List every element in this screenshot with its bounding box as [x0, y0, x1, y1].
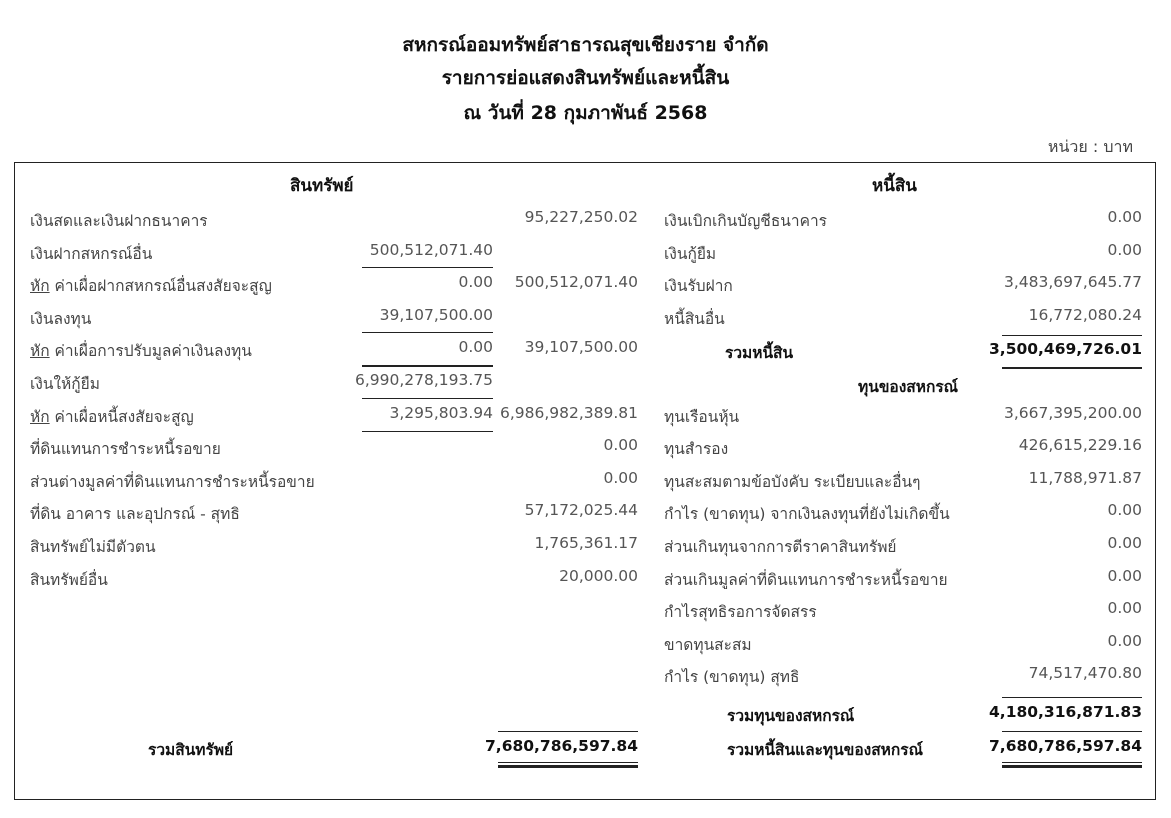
asset-sub-value: 6,990,278,193.75 — [354, 371, 493, 389]
asset-row-label: ส่วนต่างมูลค่าที่ดินแทนการชำระหนี้รอขาย — [30, 473, 315, 491]
equity-row-label: ขาดทุนสะสม — [664, 636, 752, 654]
equity-row-label: ส่วนเกินมูลค่าที่ดินแทนการชำระหนี้รอขาย — [664, 571, 948, 589]
asset-sub-value: 39,107,500.00 — [379, 306, 493, 324]
equity-row-value: 426,615,229.16 — [1018, 436, 1142, 454]
asset-total-value: 6,986,982,389.81 — [499, 404, 638, 422]
unit-label: หน่วย : บาท — [1047, 137, 1133, 156]
deduct-label: ค่าเผื่อการปรับมูลค่าเงินลงทุน — [49, 342, 252, 360]
organization-name: สหกรณ์ออมทรัพย์สาธารณสุขเชียงราย จำกัด — [402, 34, 769, 56]
liability-row-label: หนี้สินอื่น — [664, 310, 725, 328]
liability-row-value: 3,483,697,645.77 — [1003, 273, 1142, 291]
equity-row-value: 0.00 — [1107, 534, 1142, 552]
asset-row-label — [30, 404, 194, 429]
equity-row-label: ทุนสะสมตามข้อบังคับ ระเบียบและอื่นๆ — [664, 473, 921, 491]
equity-row-value: 0.00 — [1107, 567, 1142, 585]
equity-heading: ทุนของสหกรณ์ — [858, 378, 959, 396]
liabilities-sum-rule — [1002, 335, 1142, 336]
sub-top-rule — [362, 267, 493, 268]
asset-row-label: เงินฝากสหกรณ์อื่น — [30, 245, 153, 263]
equity-row-label: กำไร (ขาดทุน) จากเงินลงทุนที่ยังไม่เกิดขึ้น — [664, 505, 950, 523]
equity-row-value: 74,517,470.80 — [1028, 664, 1142, 682]
equity-row-value: 0.00 — [1107, 501, 1142, 519]
sub-top-rule — [362, 332, 493, 333]
liabilities-total-rule — [1002, 367, 1142, 369]
asset-row-label: ที่ดิน อาคาร และอุปกรณ์ - สุทธิ — [30, 505, 240, 523]
equity-row-label: ทุนเรือนหุ้น — [664, 408, 740, 426]
asset-row-label — [30, 338, 252, 363]
loan-sub-rule — [362, 365, 493, 367]
asset-sub-value: 0.00 — [458, 273, 493, 291]
asset-row-label: เงินลงทุน — [30, 310, 92, 328]
equity-row-label: ทุนสำรอง — [664, 440, 729, 458]
asset-total-value: 57,172,025.44 — [524, 501, 638, 519]
asset-row-label: สินทรัพย์อื่น — [30, 571, 108, 589]
asset-total-value: 0.00 — [603, 436, 638, 454]
equity-row-value: 0.00 — [1107, 632, 1142, 650]
asset-sub-value: 0.00 — [458, 338, 493, 356]
total-assets-double-rule — [498, 762, 638, 768]
asset-row-label: ที่ดินแทนการชำระหนี้รอขาย — [30, 440, 221, 458]
asset-row-label: สินทรัพย์ไม่มีตัวตน — [30, 538, 156, 556]
asset-row-label — [30, 273, 272, 298]
liability-row-value: 16,772,080.24 — [1028, 306, 1142, 324]
equity-row-label: กำไร (ขาดทุน) สุทธิ — [664, 668, 800, 686]
equity-row-label: ส่วนเกินทุนจากการตีราคาสินทรัพย์ — [664, 538, 897, 556]
asset-total-value: 1,765,361.17 — [534, 534, 638, 552]
deduct-label: ค่าเผื่อหนี้สงสัยจะสูญ — [49, 408, 194, 426]
report-title: รายการย่อแสดงสินทรัพย์และหนี้สิน — [441, 67, 730, 89]
total-liabilities-value: 3,500,469,726.01 — [989, 340, 1142, 358]
liability-row-label: เงินกู้ยืม — [664, 245, 717, 263]
total-assets-top-rule — [498, 731, 638, 732]
equity-sum-rule — [1002, 697, 1142, 698]
asset-total-value: 39,107,500.00 — [524, 338, 638, 356]
deduct-prefix: หัก — [30, 408, 50, 426]
asset-sub-value: 500,512,071.40 — [369, 241, 493, 259]
asset-total-value: 0.00 — [603, 469, 638, 487]
total-equity-value: 4,180,316,871.83 — [989, 703, 1142, 721]
equity-row-value: 3,667,395,200.00 — [1003, 404, 1142, 422]
grand-total-label: รวมหนี้สินและทุนของสหกรณ์ — [727, 741, 923, 759]
deduct-prefix: หัก — [30, 342, 50, 360]
asset-row-label: เงินให้กู้ยืม — [30, 375, 100, 393]
assets-heading: สินทรัพย์ — [290, 176, 354, 196]
asset-total-value: 95,227,250.02 — [524, 208, 638, 226]
total-assets-value: 7,680,786,597.84 — [485, 737, 638, 755]
grand-total-double-rule — [1002, 762, 1142, 768]
equity-row-label: กำไรสุทธิรอการจัดสรร — [664, 603, 817, 621]
asset-row-label: เงินสดและเงินฝากธนาคาร — [30, 212, 208, 230]
equity-row-value: 0.00 — [1107, 599, 1142, 617]
liability-row-value: 0.00 — [1107, 241, 1142, 259]
asset-total-value: 500,512,071.40 — [514, 273, 638, 291]
sub-bottom-rule — [362, 431, 493, 432]
deduct-prefix: หัก — [30, 277, 50, 295]
grand-total-value: 7,680,786,597.84 — [989, 737, 1142, 755]
total-liabilities-label: รวมหนี้สิน — [725, 344, 794, 362]
liability-row-value: 0.00 — [1107, 208, 1142, 226]
report-date: ณ วันที่ 28 กุมภาพันธ์ 2568 — [463, 102, 708, 124]
liability-row-label: เงินรับฝาก — [664, 277, 733, 295]
sub-top-rule — [362, 398, 493, 399]
total-assets-label: รวมสินทรัพย์ — [148, 741, 234, 759]
liabilities-heading: หนี้สิน — [872, 176, 917, 196]
grand-total-top-rule — [1002, 731, 1142, 732]
total-equity-label: รวมทุนของสหกรณ์ — [727, 707, 855, 725]
equity-row-value: 11,788,971.87 — [1028, 469, 1142, 487]
deduct-label: ค่าเผื่อฝากสหกรณ์อื่นสงสัยจะสูญ — [49, 277, 272, 295]
liability-row-label: เงินเบิกเกินบัญชีธนาคาร — [664, 212, 827, 230]
asset-total-value: 20,000.00 — [559, 567, 638, 585]
asset-sub-value: 3,295,803.94 — [389, 404, 493, 422]
